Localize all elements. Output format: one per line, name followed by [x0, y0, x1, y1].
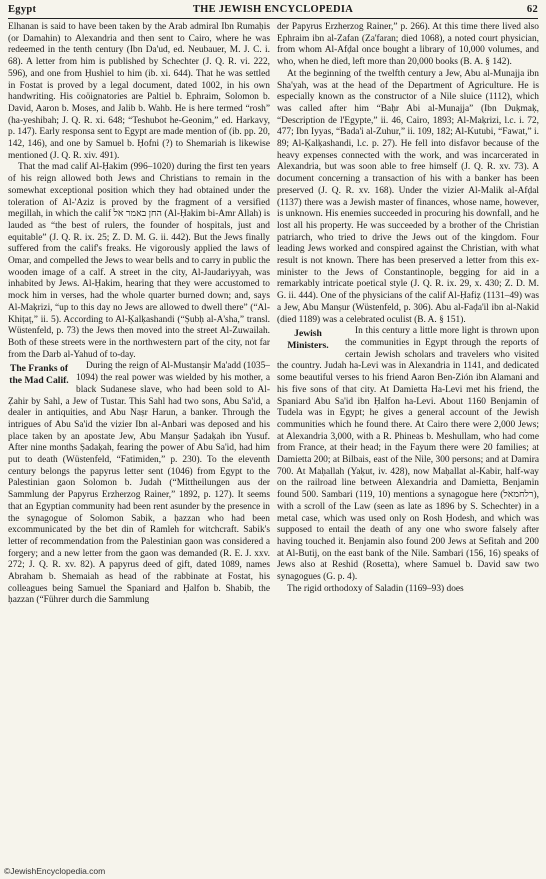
paragraph: That the mad calif Al-Ḥakim (996–1020) during the first ten years of his reign allowed both Jews and Christians to remain in the somewhat exceptional position which they had obtained under the toleration of Al-'Aziz is proved by the fragment of a versified megillah, in which the calif החן באמר אל (Al-Ḥakim bi-Amr Allah) is lauded as “the best of rulers, the founder of hospitals, just and equitable” (J. Q. R. ix. 25; Z. D. M. G. ii. 442). But the Jews finally suffered from the calif's freaks. He vigorously applied the laws of Omar, and compelled the Jews to wear bells and to carry in public the wooden image of a calf. A street in the city, Al-Jaudariyyah, was inhabited by Jews. Al-Ḥakim, hearing that they were accustomed to mock him in verses, had the whole quarter burned down; and, says Al-Maḳrizi, “up to this day no Jews are allowed to dwell there” (“Al-Khiṭaṭ,” ii. 5). According to Al-Ḳalḳashandi (“Ṣubḥ al-A'sha,” transl. Wüstenfeld, p. 73) the Jews then moved into the street Al-Zuwailah. Both of these streets were in the northwestern part of the city, not far from the Darb al-Yahud of to-day. [8, 162, 270, 360]
header-publication-title: THE JEWISH ENCYCLOPEDIA [192, 4, 354, 15]
paragraph: During the reign of Al-Mustanṣir Ma'add (1035–1094) the real power was wielded by his mother, a black Sudanese slave, who had been sold to Al-Ẓahir by Sahl, a Jew of Tustar. This Sahl had two sons, Abu Sa'id, a dealer in antiquities, and Abu Naṣr Harun, a banker. Through the intrigues of Abu Sa'id the vizier Ibn al-Anbari was deposed and his place taken by an apostate Jew, Abu Manṣur Ṣadaḳah ibn Yusuf. After nine months Ṣadaḳah, fearing the power of Abu Sa'id, had him put to death (Wüstenfeld, “Fatimiden,” p. 230). To the eleventh century belongs the papyrus letter sent (1046) from Egypt to the Palestinian gaon Solomon b. Judah (“Mittheilungen aus der Sammlung der Papyrus Erzherzog Rainer,” 1892, p. 127). It seems that an Egyptian community had been rent asunder by the presence in the synagogue of Solomon Sabik, a ḥazzan who had been excommunicated by the bet din of Ramleh for witchcraft. Sabik's letter of recommendation from the Palestinian gaon was considered a forgery; and a new letter from the gaon was demanded (R. E. J. xxv. 272; J. Q. R. xv. 82). A papyrus deed of gift, dated 1089, names Abraham b. Shemaiah as head of the rabbinate at Fostat, his colleagues being Samuel the Spaniard and Ḥalfon b. Shabib, the ḥazzan (“Führer durch die Sammlung [8, 361, 270, 606]
left-column [8, 22, 270, 864]
running-header [8, 4, 538, 18]
header-article-title: Egypt [8, 4, 37, 15]
margin-heading: The Franks of the Mad Calif. [9, 363, 69, 386]
header-rule [8, 18, 538, 19]
paragraph: Elhanan is said to have been taken by the Arab admiral Ibn Rumaḥis (or Damahin) to Alexandria and then sent to Cairo, where he was redeemed in the tenth century (Ibn Da'ud, ed. Neubauer, M. J. C. i. 68). A letter from him is published by Schechter (J. Q. R. vi. 222, 596), and one from Ḥushiel to him (ib. xi. 644). That he was settled in Fostat is proved by a legal document, dated 1002, in his own handwriting. His coöignatories are Paltiel b. Ephraim, Solomon b. David, Aaron b. Moses, and Jalib b. Wahb. He is here termed “rosh” (ha-yeshibah; J. Q. R. xi. 648; “Teshubot he-Geonim,” ed. Harkavy, p. 147). Early responsa sent to Egypt are made mention of (ib. pp. 20, 142, 146), and one by Samuel b. Ḥofni (?) to Shemariah is likewise mentioned (J. Q. R. xiv. 491). [8, 22, 270, 161]
right-column [277, 22, 539, 864]
paragraph: At the beginning of the twelfth century a Jew, Abu al-Munajja ibn Sha'yah, was at the head of the Department of Agriculture. He is especially known as the constructor of a Nile sluice (1112), which was called after him “Baḥr Abi al-Munajja” (Ibn Duḳmaḳ, “Description de l'Egypte,” ii. 46, Cairo, 1893; Al-Maḳrizi, l.c. i. 72, 477; Ibn Iyyas, “Bada'i al-Zuhur,” ii. 109, 182; Al-Kutubi, “Fawat,” i. 89; Al-Ḳalḳashandi, l.c. p. 27). He fell into disfavor because of the heavy expenses connected with the work, and was incarcerated in Alexandria, but was soon able to free himself (J. Q. R. xv. 73). A document concerning a transaction of his with a banker has been preserved (J. Q. R. xv. 168). Under the vizier Al-Malik al-Afḍal (1137) there was a Jewish master of finances, whose name, however, is unknown. His enemies succeeded in procuring his downfall, and he lost all his property. He was succeeded by a brother of the Christian patriarch, who tried to drive the Jews out of the kingdom. Four leading Jews worked and conspired against the Christian, with what result is not known. There has been preserved a letter from this ex-minister to the Jews of Constantinople, begging for aid in a remarkably intricate poetical style (J. Q. R. ix. 29, x. 430; Z. D. M. G. ii. 444). One of the physicians of the calif Al-Ḥafiẓ (1131–49) was a Jew, Abu Manṣur (Wüstenfeld, p. 306). Abu al-Faḍa'il ibn al-Nakid (died 1189) was a celebrated oculist (B. A. § 151). [277, 68, 539, 325]
header-page-number: 62 [526, 4, 538, 15]
paragraph: In this century a little more light is thrown upon the communities in Egypt through the reports of certain Jewish scholars and travelers who visited the country. Judah ha-Levi was in Alexandria in 1141, and dedicated some beautiful verses to his friend Aaron Ben-Zión ibn Alamani and his five sons of that city. At Damietta Ha-Levi met his friend, the Spaniard Abu Sa'id ibn Ḥalfon ha-Levi. About 1160 Benjamin of Tudela was in Egypt; he gives a general account of the Jewish communities which he found there. At Cairo there were 2,000 Jews; at Alexandria 3,000, with a R. Phineas b. Meshullam, who had come from France, at their head; in the Fayum there were 20 families; at Damietta 200; at Bilbais, east of the Nile, 300 persons; and at Damira 700. At Maḥallah (Yaḳut, iv. 428), now Maḥallat al-Kabir, half-way on the railroad line between Alexandria and Damietta, Benjamin found 500. Sambari (119, 10) mentions a synagogue here (רלחמאל), with a scroll of the Law (seen as late as 1896 by S. Schechter) in a metal case, which was used only on Rosh Ḥodesh, and which was supposed to entail the death of any one who swore falsely after having touched it. Benjamin also found 200 Jews at Sefitah and 200 at Al-Butij, on the east bank of the Nile. Sambari (156, 16) speaks of Jews also at Reshid (Rosetta), where Samuel b. David saw two synagogues (G. p. 4). [277, 326, 539, 583]
paragraph: The rigid orthodoxy of Saladin (1169–93) does [287, 583, 464, 594]
paragraph: der Papyrus Erzherzog Rainer,” p. 266). At this time there lived also Ephraim ibn al-Zafan (Za'faran; died 1068), a noted court physician, from whom Al-Afḍal once bought a library of 10,000 volumes, and who, when he died, left more than 20,000 books (B. A. § 142). [277, 22, 539, 68]
margin-heading: Jewish Ministers. [287, 328, 329, 351]
copyright-watermark: ©JewishEncyclopedia.com [4, 866, 106, 876]
